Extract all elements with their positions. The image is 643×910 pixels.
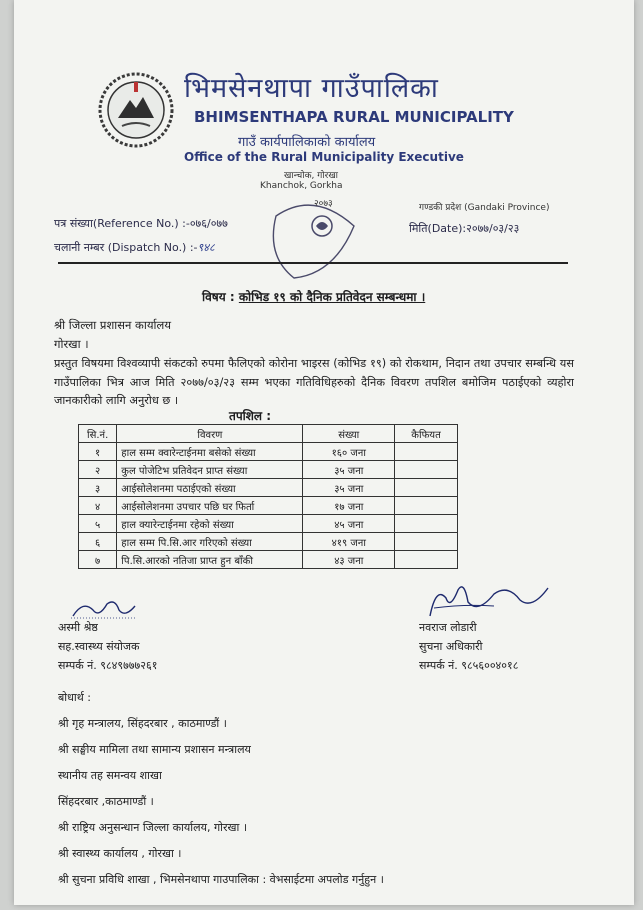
row-sn: ३ bbox=[79, 479, 117, 497]
row-sn: ५ bbox=[79, 515, 117, 533]
cc-item: सिंहदरबार ,काठमाण्डौं । bbox=[58, 795, 154, 808]
cc-label: बोधार्थ : bbox=[58, 691, 91, 704]
header-description: विवरण bbox=[117, 425, 303, 443]
table-row bbox=[79, 533, 458, 551]
cc-item: श्री सुचना प्रविधि शाखा , भिमसेनथापा गाउपालिका : वेभसाईटमा अपलोड गर्नुहुन । bbox=[58, 873, 384, 886]
signatory-right-contact: सम्पर्क नं. ९८५६००४०१८ bbox=[419, 659, 519, 672]
cc-item: श्री सङ्घीय मामिला तथा सामान्य प्रशासन मन्त्रालय bbox=[58, 743, 251, 756]
address-en: Khanchok, Gorkha bbox=[260, 181, 343, 191]
row-remark bbox=[395, 515, 458, 533]
row-description: आईसोलेशनमा पठाईएको संख्या bbox=[117, 479, 303, 497]
recipient-line2: गोरखा । bbox=[54, 337, 89, 351]
municipality-name-en: BHIMSENTHAPA RURAL MUNICIPALITY bbox=[194, 108, 514, 126]
row-count: १६० जना bbox=[303, 443, 395, 461]
subject-text: कोभिड १९ को दैनिक प्रतिवेदन सम्बन्धमा । bbox=[238, 290, 426, 304]
row-remark bbox=[395, 497, 458, 515]
cc-item: श्री राष्ट्रिय अनुसन्धान जिल्ला कार्यालय, गोरखा । bbox=[58, 821, 248, 834]
row-sn: ६ bbox=[79, 533, 117, 551]
row-sn: ४ bbox=[79, 497, 117, 515]
table-row bbox=[79, 461, 458, 479]
signature-right-icon bbox=[424, 580, 554, 622]
row-count: ४५ जना bbox=[303, 515, 395, 533]
letter-body: प्रस्तुत विषयमा विश्वव्यापी संकटको रुपमा फैलिएको कोरोना भाइरस (कोभिड १९) को रोकथाम, निदान तथा उपचार सम्बन्धि यस गाउँपालिका भित्र आज मिति २०७७/०३/२३ सम्म भएका गतिविधिहरुको दैनिक विवरण तपशिल बमोजिम पठाईएको व्यहोरा जानकारीको लागि अनुरोध छ । bbox=[54, 357, 574, 407]
covid-report-table bbox=[78, 424, 458, 569]
table-row bbox=[79, 497, 458, 515]
header-remarks: कैफियत bbox=[395, 425, 458, 443]
table-row bbox=[79, 515, 458, 533]
row-sn: २ bbox=[79, 461, 117, 479]
subject-label: विषय : bbox=[202, 290, 235, 304]
row-remark bbox=[395, 479, 458, 497]
row-remark bbox=[395, 461, 458, 479]
recipient-line1: श्री जिल्ला प्रशासन कार्यालय bbox=[54, 318, 171, 332]
table-row bbox=[79, 551, 458, 569]
row-count: ४१९ जना bbox=[303, 533, 395, 551]
row-description: पि.सि.आरको नतिजा प्राप्त हुन बाँकी bbox=[117, 551, 303, 569]
signatory-right bbox=[419, 618, 518, 675]
signatory-right-title: सुचना अधिकारी bbox=[419, 640, 483, 653]
header-count: संख्या bbox=[303, 425, 395, 443]
signatory-left bbox=[58, 618, 157, 675]
address-np: खान्चोक, गोरखा bbox=[284, 171, 339, 181]
row-description: आईसोलेशनमा उपचार पछि घर फिर्ता bbox=[117, 497, 303, 515]
cc-item: श्री गृह मन्त्रालय, सिंहदरबार , काठमाण्डौं । bbox=[58, 717, 227, 730]
signatory-left-contact: सम्पर्क नं. ९८४९७७७२६१ bbox=[58, 659, 158, 672]
row-count: ३५ जना bbox=[303, 479, 395, 497]
row-remark bbox=[395, 551, 458, 569]
letter-date: मिति(Date):२०७७/०३/२३ bbox=[409, 222, 520, 235]
row-description: कुल पोजेटिभ प्रतिवेदन प्राप्त संख्या bbox=[117, 461, 303, 479]
header-sn: सि.नं. bbox=[79, 425, 117, 443]
row-remark bbox=[395, 443, 458, 461]
signatory-left-name: अस्मी श्रेष्ठ bbox=[58, 621, 98, 634]
signatory-left-title: सह.स्वास्थ्य संयोजक bbox=[58, 640, 140, 653]
header-divider bbox=[58, 262, 568, 264]
row-sn: १ bbox=[79, 443, 117, 461]
row-description: हाल सम्म क्वारेन्टाईनमा बसेको संख्या bbox=[117, 443, 303, 461]
table-title: तपशिल : bbox=[229, 409, 272, 423]
cc-item: स्थानीय तह समन्वय शाखा bbox=[58, 769, 162, 782]
province-label: गण्डकी प्रदेश (Gandaki Province) bbox=[419, 203, 550, 213]
row-sn: ७ bbox=[79, 551, 117, 569]
row-count: १७ जना bbox=[303, 497, 395, 515]
municipality-name-np: भिमसेनथापा गाउँपालिका bbox=[184, 73, 439, 104]
cc-item: श्री स्वास्थ्य कार्यालय , गोरखा । bbox=[58, 847, 182, 860]
letter-subject bbox=[202, 288, 425, 305]
row-description: हाल सम्म पि.सि.आर गरिएको संख्या bbox=[117, 533, 303, 551]
table-row bbox=[79, 443, 458, 461]
row-count: ४३ जना bbox=[303, 551, 395, 569]
letter-page bbox=[14, 0, 634, 905]
nepal-emblem-icon bbox=[96, 70, 176, 150]
cc-list bbox=[58, 685, 384, 893]
row-count: ३५ जना bbox=[303, 461, 395, 479]
table-header-row bbox=[79, 425, 458, 443]
row-remark bbox=[395, 533, 458, 551]
reference-number: पत्र संख्या(Reference No.) :-०७६/०७७ bbox=[54, 217, 228, 230]
table-row bbox=[79, 479, 458, 497]
dispatch-value: ९४८ bbox=[197, 241, 215, 254]
dispatch-label: चलानी नम्बर (Dispatch No.) :- bbox=[54, 241, 198, 254]
row-description: हाल क्यारेन्टाईनमा रहेको संख्या bbox=[117, 515, 303, 533]
dispatch-number bbox=[54, 240, 215, 255]
signatory-right-name: नवराज लोडारी bbox=[419, 621, 477, 634]
office-name-np: गाउँ कार्यपालिकाको कार्यालय bbox=[238, 135, 376, 150]
office-name-en: Office of the Rural Municipality Executive bbox=[184, 150, 464, 164]
stamp-year: २०७३ bbox=[314, 199, 333, 209]
